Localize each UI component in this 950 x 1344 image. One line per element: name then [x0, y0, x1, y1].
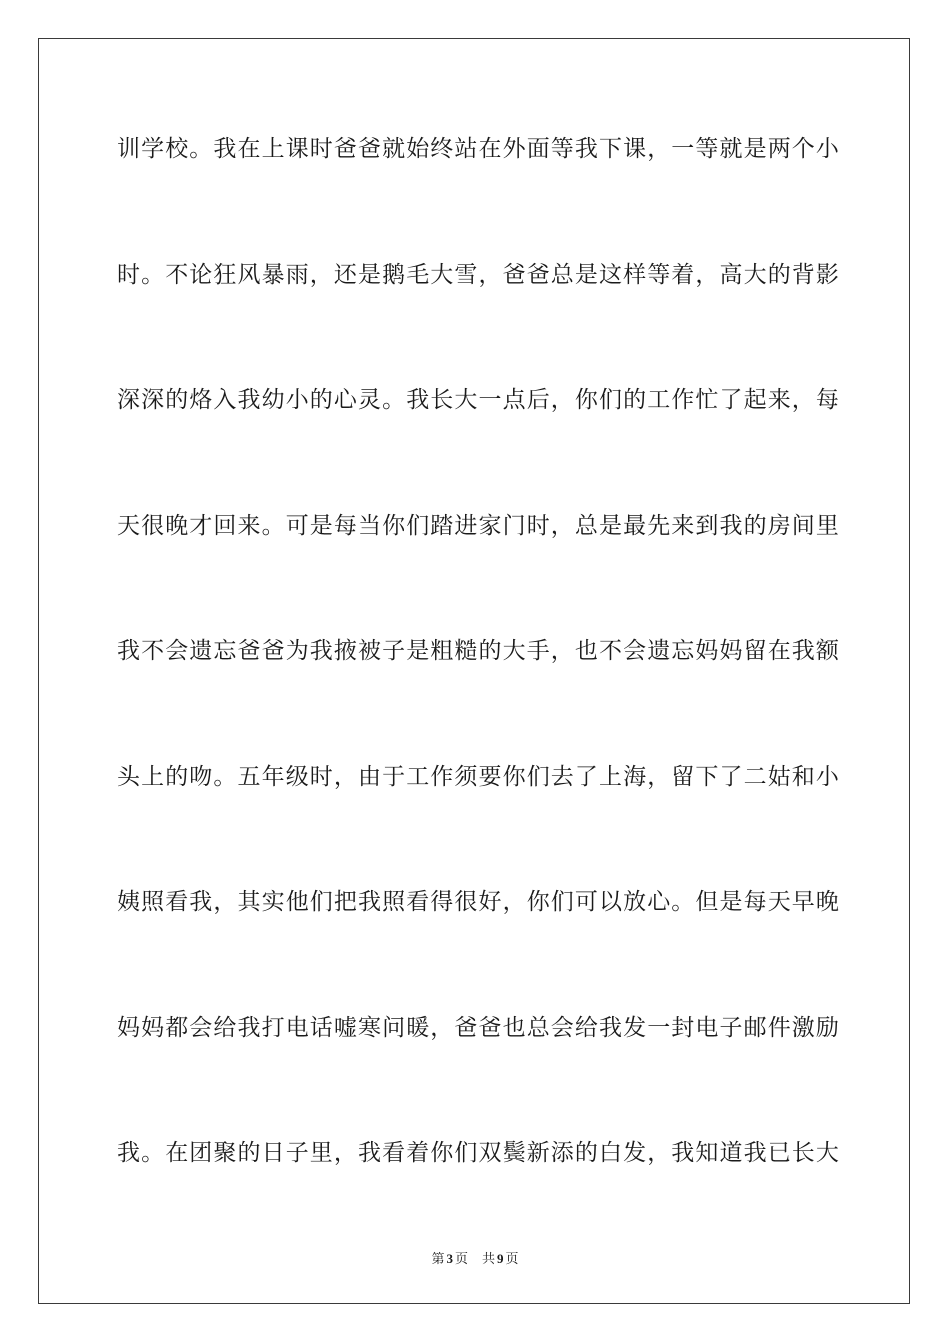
text-line: 姨照看我，其实他们把我照看得很好，你们可以放心。但是每天早晚 [117, 889, 840, 915]
text-line: 我不会遗忘爸爸为我掖被子是粗糙的大手，也不会遗忘妈妈留在我额 [117, 638, 840, 664]
text-line: 深深的烙入我幼小的心灵。我长大一点后，你们的工作忙了起来，每 [117, 387, 840, 413]
page-suffix: 页 [454, 1252, 468, 1267]
text-line: 妈妈都会给我打电话嘘寒问暖，爸爸也总会给我发一封电子邮件激励 [117, 1014, 840, 1041]
page-footer [0, 1248, 950, 1267]
current-page-number: 3 [446, 1251, 453, 1266]
total-page-number: 9 [497, 1251, 504, 1266]
text-line: 时。不论狂风暴雨，还是鹅毛大雪，爸爸总是这样等着，高大的背影 [117, 261, 840, 288]
text-line: 头上的吻。五年级时，由于工作须要你们去了上海，留下了二姑和小 [117, 763, 840, 790]
total-suffix: 页 [505, 1252, 519, 1267]
text-line: 训学校。我在上课时爸爸就始终站在外面等我下课，一等就是两个小 [117, 136, 840, 162]
text-line: 天很晚才回来。可是每当你们踏进家门时，总是最先来到我的房间里 [117, 512, 840, 539]
total-prefix: 共 [482, 1252, 496, 1267]
document-body [117, 120, 840, 1250]
page-prefix: 第 [431, 1252, 445, 1267]
text-line: 我。在团聚的日子里，我看着你们双鬓新添的白发，我知道我已长大 [117, 1140, 840, 1166]
